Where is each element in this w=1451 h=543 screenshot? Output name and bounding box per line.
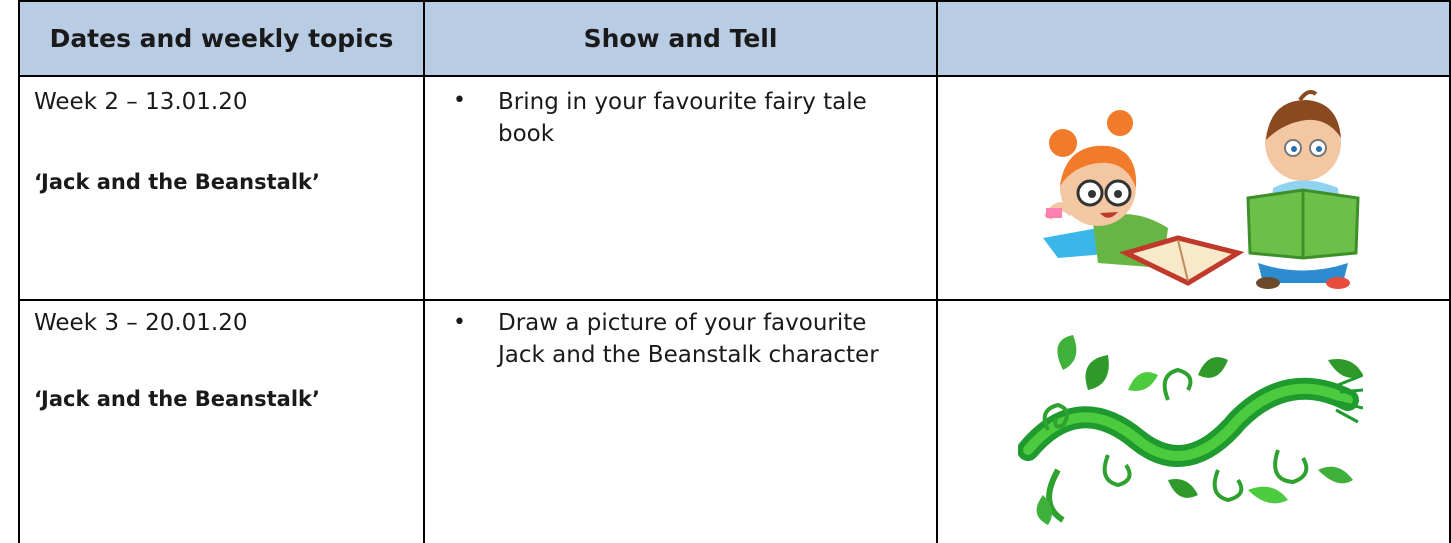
header-dates-label: Dates and weekly topics: [49, 24, 394, 53]
row2-topic: ‘Jack and the Beanstalk’: [34, 387, 320, 411]
row1-task: Bring in your favourite fairy tale book: [498, 89, 867, 147]
header-show-tell-label: Show and Tell: [583, 24, 778, 53]
table-column-divider: [423, 0, 425, 543]
table-column-divider: [936, 0, 938, 543]
table-row-divider: [18, 75, 1451, 77]
table-border-top: [18, 0, 1451, 2]
children-reading-image: [1038, 78, 1368, 296]
beanstalk-image: [1018, 330, 1363, 530]
row2-date: Week 3 – 20.01.20: [34, 310, 248, 336]
show-and-tell-table: [18, 0, 1451, 543]
header-image-column: [938, 2, 1449, 75]
row1-topic: ‘Jack and the Beanstalk’: [34, 170, 320, 194]
row2-task: Draw a picture of your favourite Jack and the Beanstalk character: [498, 310, 879, 368]
header-show-tell: [425, 2, 936, 75]
row2-bullet: •: [453, 310, 466, 335]
header-dates-topics: [20, 2, 423, 75]
row1-date: Week 2 – 13.01.20: [34, 89, 248, 115]
row1-bullet: •: [453, 88, 466, 113]
table-border-left: [18, 0, 20, 543]
table-row-divider: [18, 299, 1451, 301]
